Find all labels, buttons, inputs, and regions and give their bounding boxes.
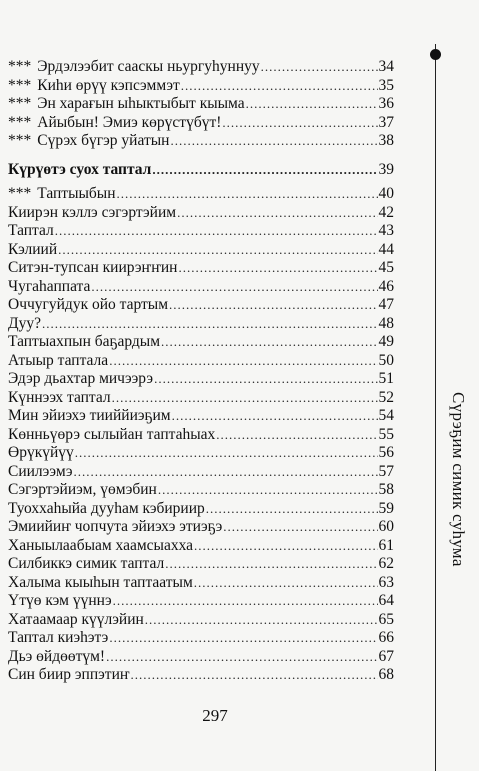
- toc-entry-text: Көнньүөрэ сылыйан таптаһыах: [8, 425, 216, 443]
- dot-leader: [152, 161, 377, 180]
- dot-leader: [165, 555, 377, 574]
- toc-entry-stars: ***: [8, 185, 32, 202]
- page-number: 297: [202, 706, 228, 725]
- dot-leader: [161, 333, 377, 352]
- margin-bullet: [430, 49, 441, 60]
- dot-leader: [73, 463, 377, 482]
- toc-entry-page: 63: [378, 573, 394, 591]
- toc-entry-page: 34: [378, 58, 394, 75]
- toc-entry-page: 45: [378, 259, 394, 276]
- toc-entry-stars: ***: [8, 76, 32, 94]
- toc-entry: [8, 611, 394, 630]
- toc-entry: [8, 185, 394, 204]
- toc-entry-stars: ***: [8, 113, 32, 131]
- toc-entry: [8, 95, 394, 114]
- toc-entry-page: 39: [378, 160, 394, 178]
- dot-leader: [109, 352, 377, 371]
- toc-entry-page: 44: [378, 240, 394, 258]
- toc-entry-page: 37: [378, 113, 394, 131]
- toc-entry-title: [8, 95, 245, 114]
- dot-leader: [113, 592, 378, 611]
- dot-leader: [261, 58, 378, 77]
- dot-leader: [117, 185, 378, 204]
- dot-leader: [106, 648, 377, 667]
- toc-entry: [8, 629, 394, 648]
- toc-entry-page: 61: [378, 536, 394, 554]
- toc-entry-page: 55: [378, 425, 394, 443]
- dot-leader: [55, 222, 378, 241]
- toc-entry: [8, 518, 394, 537]
- toc-entry-text: Син биир эппэтиҥ: [8, 666, 130, 683]
- toc-entry-text: Таптал: [8, 222, 54, 239]
- toc-entry-page: 48: [378, 314, 394, 332]
- toc-entry-title: [8, 114, 221, 133]
- toc-entry-title: [8, 132, 169, 151]
- dot-leader: [206, 500, 378, 519]
- toc-entry-title: [8, 537, 193, 556]
- dot-leader: [42, 315, 378, 334]
- toc-entry-page: 36: [378, 95, 394, 112]
- toc-entry: [8, 222, 394, 241]
- toc-entry: [8, 537, 394, 556]
- toc-entry: [8, 444, 394, 463]
- toc-entry-title: [8, 259, 177, 278]
- toc-entry: [8, 407, 394, 426]
- dot-leader: [181, 77, 378, 96]
- toc-entry-title: [8, 77, 180, 96]
- toc-entry: [8, 389, 394, 408]
- toc-entry-title: [8, 518, 222, 537]
- toc-entry: [8, 204, 394, 223]
- toc-entry: [8, 555, 394, 574]
- toc-entry-title: [8, 463, 72, 482]
- running-head-text: Сүрэҕим симик суһума: [449, 392, 468, 567]
- toc-entry-page: 40: [378, 185, 394, 202]
- dot-leader: [222, 114, 377, 133]
- toc-entry-title: [8, 666, 130, 685]
- toc-entry-title: [8, 648, 105, 667]
- toc-entry-title: [8, 389, 111, 408]
- toc-entry-text: Күннээх таптал: [8, 388, 111, 406]
- toc-entry-text: Эмиийиҥ чопчута эйиэхэ этиэҕэ: [8, 518, 223, 535]
- toc-entry-page: 35: [378, 76, 394, 94]
- toc-entry-text: Туоххаһыйа дууһам кэбириир: [8, 499, 205, 517]
- toc-entry-page: 62: [378, 555, 394, 572]
- toc-entry-title: [8, 370, 153, 389]
- toc-entry-page: 43: [378, 222, 394, 239]
- dot-leader: [172, 407, 378, 426]
- toc-entry-page: 66: [378, 629, 394, 646]
- toc-entry-text: Эрдэлээбит сааскы ньургуһуннуу: [37, 58, 260, 75]
- toc-entry-text: Атыыр таптала: [8, 351, 109, 369]
- toc-entry-text: Оччугуйдук ойо тартым: [8, 296, 169, 313]
- toc-entry-text: Сүрэх бүгэр уйатын: [37, 132, 170, 149]
- toc-entry-text: Айыбын! Эмиэ көрүстүбүт!: [37, 113, 222, 131]
- toc-entry-title: [8, 574, 193, 593]
- dot-leader: [154, 370, 377, 389]
- toc-entry-title: [8, 629, 108, 648]
- toc-entry: [8, 241, 394, 260]
- toc-entry-page: 52: [378, 388, 394, 406]
- margin-rule: [435, 44, 436, 771]
- toc-entry: [8, 114, 394, 133]
- toc-entry-text: Таптал киэһэтэ: [8, 629, 109, 646]
- toc-entry-page: 65: [378, 610, 394, 628]
- toc-entry: [8, 574, 394, 593]
- toc-entry-text: Сэгэртэйиэм, үөмэбин: [8, 481, 157, 498]
- toc-entry-page: 49: [378, 333, 394, 350]
- toc-entry-title: [8, 444, 74, 463]
- toc-entry-page: 67: [378, 647, 394, 665]
- toc-entry: [8, 592, 394, 611]
- dot-leader: [169, 296, 377, 315]
- toc-entry-text: Сиилээмэ: [8, 462, 73, 480]
- toc-entry-text: Хатаамаар күүлэйин: [8, 610, 144, 628]
- toc-entry: [8, 500, 394, 519]
- toc-entry-title: [8, 500, 205, 519]
- dot-leader: [216, 426, 377, 445]
- toc-entry: [8, 463, 394, 482]
- toc-entry-page: 50: [378, 351, 394, 369]
- toc-entry-title: [8, 315, 41, 334]
- toc-entry-title: [8, 333, 160, 352]
- dot-leader: [170, 132, 377, 151]
- toc-entry-title: [8, 352, 108, 371]
- toc-entry: [8, 132, 394, 151]
- toc-entry-text: Киирэн кэллэ сэгэртэйим: [8, 203, 177, 221]
- toc-entry-page: 51: [378, 370, 394, 387]
- dot-leader: [194, 537, 377, 556]
- toc-entry: [8, 370, 394, 389]
- toc-entry-page: 42: [378, 203, 394, 221]
- toc-entry-text: Ханыылаабыам хаамсыахха: [8, 536, 194, 554]
- toc-entry-text: Мин эйиэхэ тииййиэҕим: [8, 407, 171, 424]
- dot-leader: [177, 204, 377, 223]
- dot-leader: [246, 95, 378, 114]
- toc-entry-title: [8, 592, 112, 611]
- running-head: [438, 392, 478, 732]
- toc-section-heading: [8, 161, 394, 180]
- toc-entry-stars: ***: [8, 132, 32, 149]
- toc-entry-text: Силбиккэ симик таптал: [8, 555, 165, 572]
- toc-entry: [8, 77, 394, 96]
- toc-entry-title: [8, 161, 151, 180]
- toc-entry-title: [8, 241, 57, 260]
- dot-leader: [58, 241, 377, 260]
- toc-entry-text: Таптыыбын: [37, 185, 116, 202]
- toc-entry-text: Эдэр дьахтар мичээрэ: [8, 370, 154, 387]
- toc-entry-title: [8, 58, 260, 77]
- toc-entry-text: Өрүкүйүү: [8, 444, 74, 461]
- toc-entry-title: [8, 611, 144, 630]
- dot-leader: [223, 518, 377, 537]
- dot-leader: [194, 574, 378, 593]
- toc-entry: [8, 426, 394, 445]
- toc-entry-page: 59: [378, 499, 394, 517]
- dot-leader: [91, 278, 377, 297]
- toc-entry-stars: ***: [8, 95, 32, 112]
- dot-leader: [158, 481, 378, 500]
- toc-entry-page: 68: [378, 666, 394, 683]
- dot-leader: [178, 259, 377, 278]
- toc-entry-text: Кэлиий: [8, 240, 58, 258]
- toc-entry-text: Киһи өрүү кэпсэммэт: [37, 76, 180, 94]
- toc-entry-page: 64: [378, 592, 394, 609]
- toc-entry-title: [8, 481, 157, 500]
- toc-entry-page: 56: [378, 444, 394, 461]
- toc-entry-page: 60: [378, 518, 394, 535]
- toc-entry-text: Күрүөтэ суох таптал: [8, 160, 152, 178]
- toc-entry-page: 58: [378, 481, 394, 498]
- toc-entry-page: 57: [378, 462, 394, 480]
- toc-entry-title: [8, 278, 90, 297]
- toc-entry: [8, 481, 394, 500]
- toc-entry-title: [8, 185, 116, 204]
- toc-entry-stars: ***: [8, 58, 32, 75]
- toc-entry-page: 54: [378, 407, 394, 424]
- dot-leader: [145, 611, 378, 630]
- toc-entry-page: 47: [378, 296, 394, 313]
- toc-entry-page: 38: [378, 132, 394, 149]
- toc-entry: [8, 278, 394, 297]
- toc-entry: [8, 58, 394, 77]
- toc-entry-title: [8, 407, 171, 426]
- toc-entry: [8, 648, 394, 667]
- toc-entry: [8, 333, 394, 352]
- toc-entry-text: Дьэ өйдөөтүм!: [8, 647, 106, 665]
- toc-entry: [8, 259, 394, 278]
- toc-entry-text: Таптыахпын баҕардым: [8, 333, 161, 350]
- toc-entry: [8, 666, 394, 685]
- table-of-contents: [8, 58, 394, 685]
- toc-entry: [8, 296, 394, 315]
- toc-entry-title: [8, 204, 176, 223]
- toc-entry-text: Дуу?: [8, 314, 41, 332]
- toc-entry: [8, 315, 394, 334]
- toc-entry-text: Чугаһаппата: [8, 277, 91, 295]
- dot-leader: [109, 629, 377, 648]
- toc-entry-title: [8, 222, 54, 241]
- toc-entry: [8, 352, 394, 371]
- toc-entry-text: Халыма кыыһын таптаатым: [8, 573, 193, 591]
- toc-entry-text: Ситэн-тупсан киирэҥҥин: [8, 259, 178, 276]
- dot-leader: [75, 444, 378, 463]
- toc-entry-page: 46: [378, 277, 394, 295]
- dot-leader: [131, 666, 378, 685]
- dot-leader: [112, 389, 378, 408]
- toc-entry-text: Эн харағын ыһыктыбыт кыыма: [37, 95, 245, 112]
- toc-entry-title: [8, 555, 164, 574]
- toc-entry-text: Үтүө кэм үүннэ: [8, 592, 112, 609]
- toc-entry-title: [8, 426, 215, 445]
- toc-entry-title: [8, 296, 168, 315]
